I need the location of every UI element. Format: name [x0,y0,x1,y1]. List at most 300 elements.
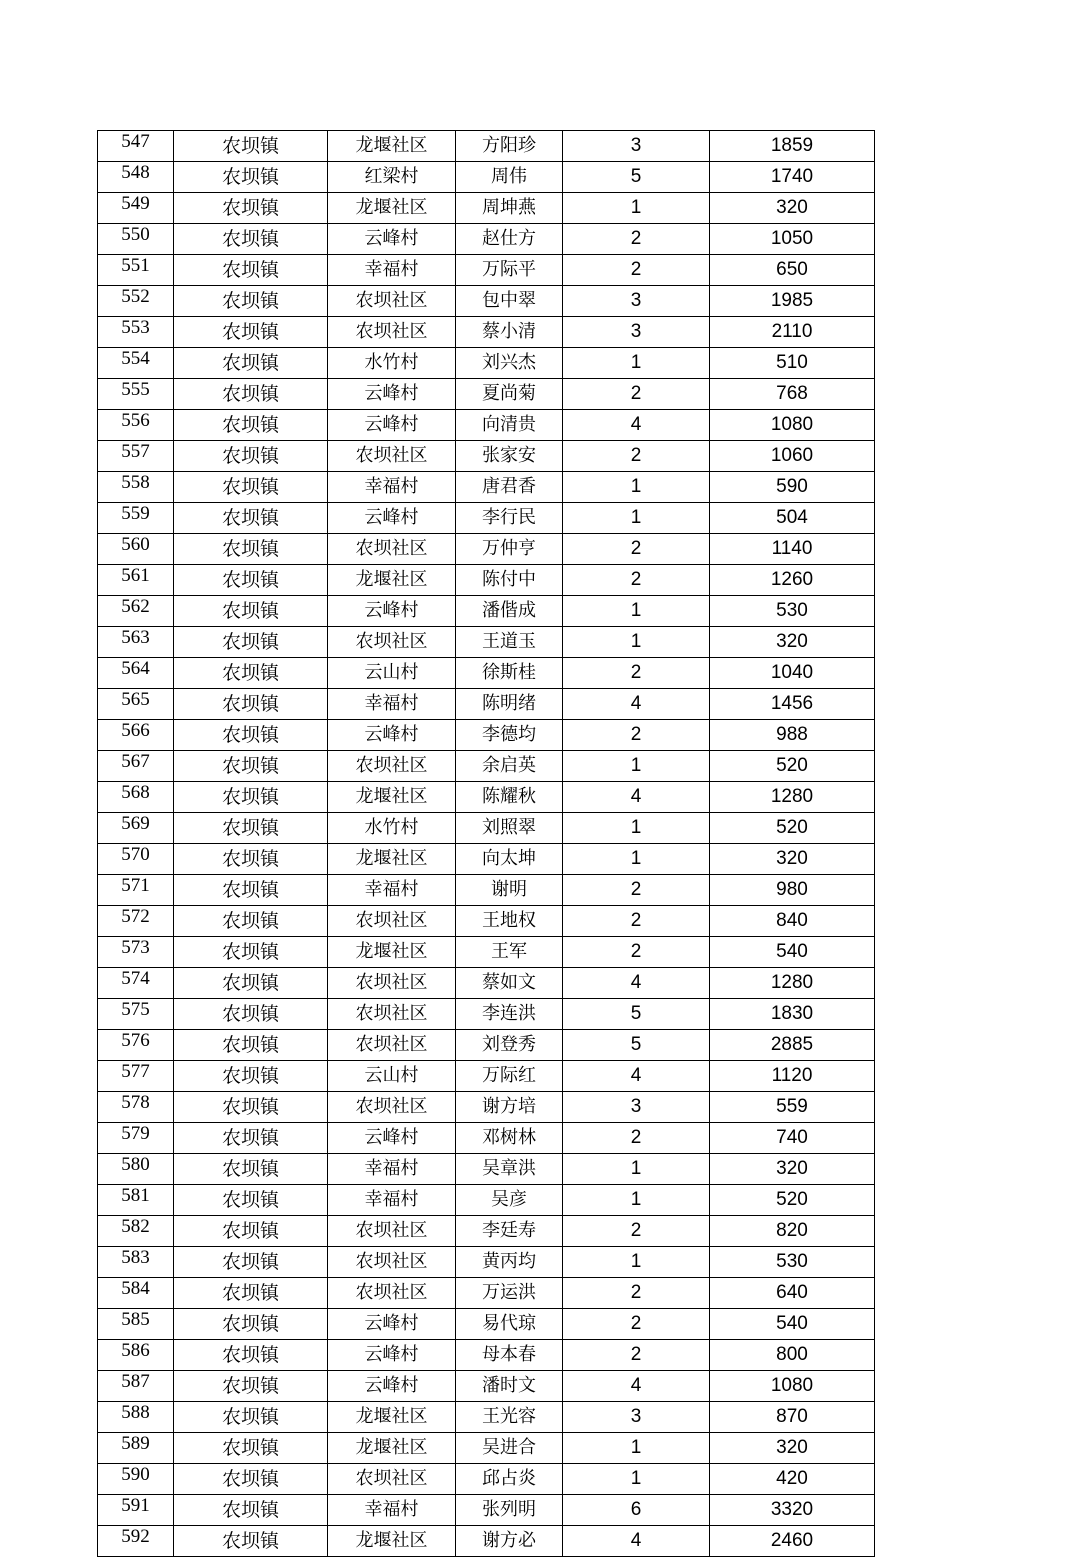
row-number-cell: 568 [98,782,174,813]
town-cell: 农坝镇 [174,534,328,565]
row-number-cell: 549 [98,193,174,224]
village-cell: 农坝社区 [328,1247,456,1278]
amount-cell: 540 [710,937,875,968]
name-cell: 张家安 [456,441,563,472]
amount-cell: 1830 [710,999,875,1030]
village-cell: 幸福村 [328,1495,456,1526]
row-number-cell: 561 [98,565,174,596]
household-size-cell: 3 [563,286,710,317]
table-row [98,1495,875,1526]
household-size-cell: 1 [563,1247,710,1278]
table-row [98,565,875,596]
name-cell: 黄丙均 [456,1247,563,1278]
village-cell: 农坝社区 [328,999,456,1030]
row-number-cell: 577 [98,1061,174,1092]
amount-cell: 320 [710,844,875,875]
table-row [98,534,875,565]
village-cell: 龙堰社区 [328,1433,456,1464]
name-cell: 周坤燕 [456,193,563,224]
town-cell: 农坝镇 [174,1247,328,1278]
name-cell: 陈耀秋 [456,782,563,813]
household-size-cell: 4 [563,782,710,813]
table-row [98,968,875,999]
town-cell: 农坝镇 [174,224,328,255]
row-number-cell: 590 [98,1464,174,1495]
table-row [98,472,875,503]
table-row [98,1278,875,1309]
household-size-cell: 2 [563,1216,710,1247]
name-cell: 谢方必 [456,1526,563,1557]
amount-cell: 2460 [710,1526,875,1557]
town-cell: 农坝镇 [174,999,328,1030]
row-number-cell: 589 [98,1433,174,1464]
name-cell: 向清贵 [456,410,563,441]
town-cell: 农坝镇 [174,627,328,658]
table-row [98,224,875,255]
town-cell: 农坝镇 [174,596,328,627]
row-number-cell: 587 [98,1371,174,1402]
name-cell: 邓树林 [456,1123,563,1154]
household-size-cell: 2 [563,1123,710,1154]
row-number-cell: 573 [98,937,174,968]
table-row [98,441,875,472]
row-number-cell: 584 [98,1278,174,1309]
row-number-cell: 574 [98,968,174,999]
town-cell: 农坝镇 [174,1495,328,1526]
table-row [98,286,875,317]
amount-cell: 520 [710,1185,875,1216]
name-cell: 万际红 [456,1061,563,1092]
row-number-cell: 558 [98,472,174,503]
table-row [98,720,875,751]
village-cell: 云峰村 [328,224,456,255]
table-row [98,751,875,782]
amount-cell: 1080 [710,1371,875,1402]
row-number-cell: 582 [98,1216,174,1247]
table-row [98,627,875,658]
household-size-cell: 1 [563,844,710,875]
household-size-cell: 2 [563,906,710,937]
table-row [98,1433,875,1464]
village-cell: 云峰村 [328,596,456,627]
name-cell: 谢方培 [456,1092,563,1123]
household-size-cell: 1 [563,596,710,627]
name-cell: 张列明 [456,1495,563,1526]
amount-cell: 1080 [710,410,875,441]
table-row [98,317,875,348]
row-number-cell: 557 [98,441,174,472]
row-number-cell: 548 [98,162,174,193]
amount-cell: 1859 [710,131,875,162]
town-cell: 农坝镇 [174,875,328,906]
row-number-cell: 569 [98,813,174,844]
town-cell: 农坝镇 [174,472,328,503]
village-cell: 农坝社区 [328,534,456,565]
name-cell: 方阳珍 [456,131,563,162]
amount-cell: 1050 [710,224,875,255]
village-cell: 农坝社区 [328,1278,456,1309]
table-row [98,162,875,193]
town-cell: 农坝镇 [174,937,328,968]
row-number-cell: 585 [98,1309,174,1340]
town-cell: 农坝镇 [174,844,328,875]
amount-cell: 768 [710,379,875,410]
amount-cell: 740 [710,1123,875,1154]
amount-cell: 520 [710,813,875,844]
table-row [98,1309,875,1340]
town-cell: 农坝镇 [174,1154,328,1185]
town-cell: 农坝镇 [174,286,328,317]
name-cell: 万际平 [456,255,563,286]
amount-cell: 530 [710,1247,875,1278]
name-cell: 刘登秀 [456,1030,563,1061]
amount-cell: 320 [710,1154,875,1185]
town-cell: 农坝镇 [174,906,328,937]
table-row [98,255,875,286]
town-cell: 农坝镇 [174,1030,328,1061]
village-cell: 龙堰社区 [328,565,456,596]
village-cell: 云峰村 [328,410,456,441]
name-cell: 赵仕方 [456,224,563,255]
village-cell: 龙堰社区 [328,1402,456,1433]
household-size-cell: 1 [563,1464,710,1495]
name-cell: 王光容 [456,1402,563,1433]
household-size-cell: 4 [563,410,710,441]
row-number-cell: 562 [98,596,174,627]
household-size-cell: 2 [563,1309,710,1340]
table-row [98,844,875,875]
amount-cell: 1280 [710,782,875,813]
table-row [98,131,875,162]
village-cell: 幸福村 [328,1185,456,1216]
village-cell: 幸福村 [328,472,456,503]
household-size-cell: 3 [563,1092,710,1123]
table-row [98,503,875,534]
town-cell: 农坝镇 [174,689,328,720]
table-row [98,999,875,1030]
name-cell: 吴进合 [456,1433,563,1464]
household-size-cell: 2 [563,255,710,286]
name-cell: 万运洪 [456,1278,563,1309]
row-number-cell: 547 [98,131,174,162]
row-number-cell: 576 [98,1030,174,1061]
town-cell: 农坝镇 [174,503,328,534]
household-size-cell: 1 [563,1154,710,1185]
table-row [98,379,875,410]
household-size-cell: 3 [563,1402,710,1433]
name-cell: 蔡小清 [456,317,563,348]
household-size-cell: 3 [563,131,710,162]
row-number-cell: 552 [98,286,174,317]
name-cell: 李行民 [456,503,563,534]
row-number-cell: 565 [98,689,174,720]
name-cell: 王道玉 [456,627,563,658]
row-number-cell: 581 [98,1185,174,1216]
household-size-cell: 1 [563,751,710,782]
name-cell: 唐君香 [456,472,563,503]
name-cell: 夏尚菊 [456,379,563,410]
name-cell: 向太坤 [456,844,563,875]
name-cell: 李连洪 [456,999,563,1030]
town-cell: 农坝镇 [174,410,328,441]
name-cell: 王军 [456,937,563,968]
household-size-cell: 2 [563,937,710,968]
row-number-cell: 579 [98,1123,174,1154]
village-cell: 云峰村 [328,1309,456,1340]
row-number-cell: 571 [98,875,174,906]
town-cell: 农坝镇 [174,1464,328,1495]
table-row [98,1464,875,1495]
town-cell: 农坝镇 [174,255,328,286]
household-size-cell: 4 [563,1061,710,1092]
town-cell: 农坝镇 [174,379,328,410]
amount-cell: 420 [710,1464,875,1495]
village-cell: 农坝社区 [328,1092,456,1123]
village-cell: 水竹村 [328,348,456,379]
town-cell: 农坝镇 [174,1526,328,1557]
table-row [98,658,875,689]
row-number-cell: 570 [98,844,174,875]
table-row [98,1340,875,1371]
village-cell: 云峰村 [328,720,456,751]
data-table [97,130,875,1557]
household-size-cell: 1 [563,627,710,658]
village-cell: 龙堰社区 [328,937,456,968]
table-row [98,875,875,906]
town-cell: 农坝镇 [174,813,328,844]
household-size-cell: 2 [563,658,710,689]
village-cell: 农坝社区 [328,286,456,317]
amount-cell: 1060 [710,441,875,472]
amount-cell: 1260 [710,565,875,596]
amount-cell: 590 [710,472,875,503]
table-row [98,1061,875,1092]
amount-cell: 1280 [710,968,875,999]
household-size-cell: 1 [563,348,710,379]
household-size-cell: 2 [563,1340,710,1371]
amount-cell: 530 [710,596,875,627]
row-number-cell: 592 [98,1526,174,1557]
row-number-cell: 567 [98,751,174,782]
row-number-cell: 586 [98,1340,174,1371]
household-size-cell: 4 [563,1371,710,1402]
table-row [98,1030,875,1061]
town-cell: 农坝镇 [174,782,328,813]
household-size-cell: 1 [563,472,710,503]
town-cell: 农坝镇 [174,1340,328,1371]
name-cell: 余启英 [456,751,563,782]
amount-cell: 840 [710,906,875,937]
town-cell: 农坝镇 [174,1309,328,1340]
table-row [98,1216,875,1247]
table-row [98,1371,875,1402]
table-row [98,1526,875,1557]
row-number-cell: 578 [98,1092,174,1123]
household-size-cell: 5 [563,162,710,193]
town-cell: 农坝镇 [174,1092,328,1123]
table-row [98,1092,875,1123]
household-size-cell: 2 [563,875,710,906]
name-cell: 周伟 [456,162,563,193]
town-cell: 农坝镇 [174,658,328,689]
amount-cell: 520 [710,751,875,782]
amount-cell: 540 [710,1309,875,1340]
row-number-cell: 580 [98,1154,174,1185]
amount-cell: 980 [710,875,875,906]
village-cell: 云山村 [328,658,456,689]
table-row [98,782,875,813]
town-cell: 农坝镇 [174,1433,328,1464]
table-row [98,906,875,937]
row-number-cell: 551 [98,255,174,286]
name-cell: 潘偕成 [456,596,563,627]
household-size-cell: 4 [563,968,710,999]
household-size-cell: 6 [563,1495,710,1526]
village-cell: 农坝社区 [328,968,456,999]
table-row [98,1402,875,1433]
amount-cell: 640 [710,1278,875,1309]
town-cell: 农坝镇 [174,348,328,379]
village-cell: 农坝社区 [328,751,456,782]
village-cell: 龙堰社区 [328,844,456,875]
amount-cell: 1985 [710,286,875,317]
town-cell: 农坝镇 [174,565,328,596]
town-cell: 农坝镇 [174,1402,328,1433]
village-cell: 云峰村 [328,1371,456,1402]
amount-cell: 820 [710,1216,875,1247]
name-cell: 王地权 [456,906,563,937]
amount-cell: 1040 [710,658,875,689]
row-number-cell: 575 [98,999,174,1030]
village-cell: 幸福村 [328,255,456,286]
name-cell: 万仲亨 [456,534,563,565]
name-cell: 李德均 [456,720,563,751]
village-cell: 幸福村 [328,689,456,720]
amount-cell: 320 [710,1433,875,1464]
table-row [98,1154,875,1185]
amount-cell: 1140 [710,534,875,565]
village-cell: 农坝社区 [328,627,456,658]
name-cell: 陈付中 [456,565,563,596]
row-number-cell: 583 [98,1247,174,1278]
amount-cell: 650 [710,255,875,286]
table-row [98,1123,875,1154]
town-cell: 农坝镇 [174,720,328,751]
row-number-cell: 591 [98,1495,174,1526]
name-cell: 吴章洪 [456,1154,563,1185]
name-cell: 刘照翠 [456,813,563,844]
amount-cell: 988 [710,720,875,751]
village-cell: 龙堰社区 [328,131,456,162]
village-cell: 红梁村 [328,162,456,193]
town-cell: 农坝镇 [174,1123,328,1154]
row-number-cell: 559 [98,503,174,534]
village-cell: 云峰村 [328,1123,456,1154]
row-number-cell: 564 [98,658,174,689]
amount-cell: 320 [710,193,875,224]
amount-cell: 1456 [710,689,875,720]
name-cell: 陈明绪 [456,689,563,720]
name-cell: 蔡如文 [456,968,563,999]
table-body [98,131,875,1557]
table-row [98,813,875,844]
table-row [98,937,875,968]
town-cell: 农坝镇 [174,1185,328,1216]
town-cell: 农坝镇 [174,751,328,782]
household-size-cell: 1 [563,1185,710,1216]
amount-cell: 2885 [710,1030,875,1061]
village-cell: 农坝社区 [328,1030,456,1061]
village-cell: 农坝社区 [328,906,456,937]
amount-cell: 1120 [710,1061,875,1092]
town-cell: 农坝镇 [174,968,328,999]
name-cell: 刘兴杰 [456,348,563,379]
village-cell: 云峰村 [328,379,456,410]
village-cell: 云峰村 [328,1340,456,1371]
amount-cell: 320 [710,627,875,658]
village-cell: 幸福村 [328,1154,456,1185]
household-size-cell: 1 [563,813,710,844]
household-size-cell: 4 [563,689,710,720]
table-row [98,410,875,441]
town-cell: 农坝镇 [174,162,328,193]
village-cell: 龙堰社区 [328,782,456,813]
table-row [98,689,875,720]
amount-cell: 559 [710,1092,875,1123]
name-cell: 邱占炎 [456,1464,563,1495]
table-row [98,193,875,224]
household-size-cell: 5 [563,1030,710,1061]
town-cell: 农坝镇 [174,1216,328,1247]
household-size-cell: 1 [563,193,710,224]
town-cell: 农坝镇 [174,193,328,224]
row-number-cell: 550 [98,224,174,255]
name-cell: 谢明 [456,875,563,906]
amount-cell: 1740 [710,162,875,193]
town-cell: 农坝镇 [174,441,328,472]
village-cell: 云峰村 [328,503,456,534]
table-row [98,596,875,627]
household-size-cell: 3 [563,317,710,348]
household-size-cell: 1 [563,503,710,534]
amount-cell: 504 [710,503,875,534]
amount-cell: 510 [710,348,875,379]
name-cell: 李廷寿 [456,1216,563,1247]
amount-cell: 870 [710,1402,875,1433]
name-cell: 母本春 [456,1340,563,1371]
table-row [98,1247,875,1278]
town-cell: 农坝镇 [174,1371,328,1402]
amount-cell: 800 [710,1340,875,1371]
village-cell: 幸福村 [328,875,456,906]
row-number-cell: 563 [98,627,174,658]
household-size-cell: 2 [563,720,710,751]
table-row [98,348,875,379]
village-cell: 农坝社区 [328,317,456,348]
village-cell: 龙堰社区 [328,193,456,224]
row-number-cell: 572 [98,906,174,937]
amount-cell: 3320 [710,1495,875,1526]
household-size-cell: 4 [563,1526,710,1557]
household-size-cell: 2 [563,565,710,596]
row-number-cell: 588 [98,1402,174,1433]
name-cell: 潘时文 [456,1371,563,1402]
row-number-cell: 554 [98,348,174,379]
row-number-cell: 560 [98,534,174,565]
name-cell: 徐斯桂 [456,658,563,689]
town-cell: 农坝镇 [174,317,328,348]
village-cell: 农坝社区 [328,1216,456,1247]
